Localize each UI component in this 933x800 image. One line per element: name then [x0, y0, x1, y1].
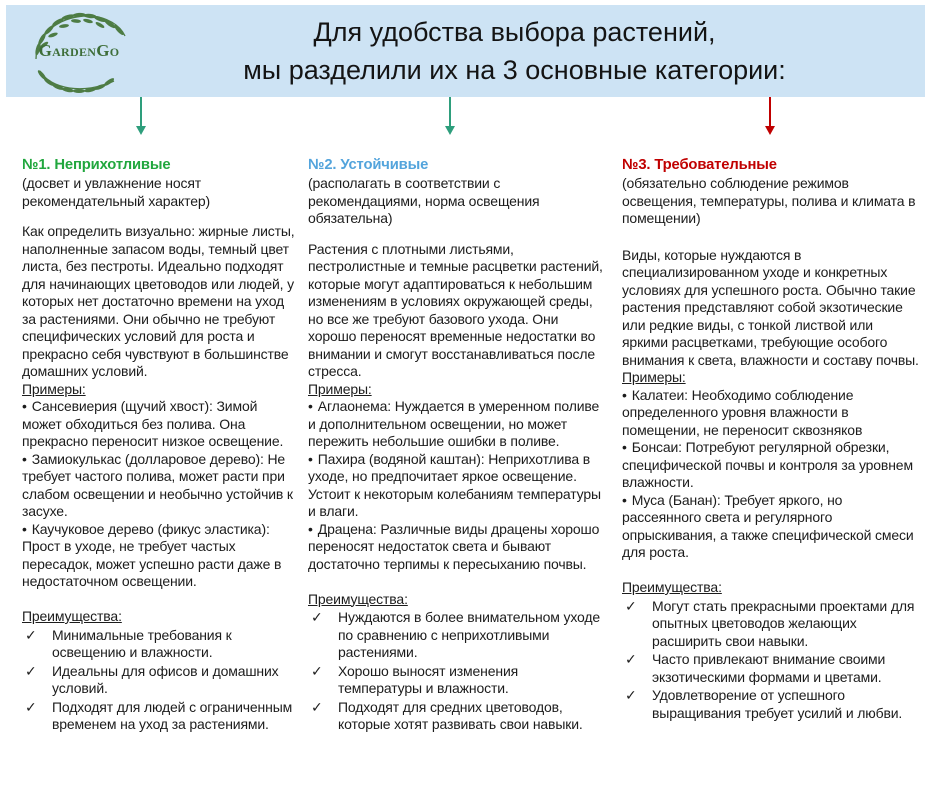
advantage-item	[622, 598, 921, 651]
advantage-item	[22, 627, 299, 662]
advantage-text: Хорошо выносят изменения температуры и влажности.	[338, 662, 519, 696]
example-item	[622, 439, 921, 492]
bullet-icon: •	[622, 439, 627, 455]
example-text: Замиокулькас (долларовое дерево): Не требует частого полива, может расти при слабом освещении и необычно устойчив к засухе.	[22, 450, 293, 519]
example-text: Бонсаи: Потребуют регулярной обрезки, специфической почвы и контроля за уровнем влажности.	[622, 439, 913, 490]
advantage-item	[622, 651, 921, 686]
check-icon: ✓	[625, 597, 637, 614]
logo-wordmark: GardenGo	[38, 41, 120, 60]
example-item	[308, 398, 603, 451]
example-item	[308, 451, 603, 521]
category-column-2	[308, 156, 603, 734]
example-text: Сансевиерия (щучий хвост): Зимой может обходиться без полива. Она прекрасно переносит низкое освещение.	[22, 398, 284, 449]
category-subtitle: (досвет и увлажнение носят рекомендательный характер)	[22, 175, 211, 209]
bullet-icon: •	[308, 450, 313, 467]
example-text: Пахира (водяной каштан): Неприхотлива в уходе, но предпочитает яркое освещение. Устоит к некоторым колебаниям температуры и влаги.	[308, 450, 601, 519]
bullet-icon: •	[22, 520, 27, 537]
down-arrow-icon	[136, 97, 146, 135]
check-icon: ✓	[25, 662, 37, 679]
down-arrow-icon	[765, 97, 775, 135]
advantage-text: Часто привлекают внимание своими экзотическими формами и цветами.	[652, 651, 886, 685]
category-heading: №1. Неприхотливые	[22, 157, 171, 173]
arrow-stem	[449, 97, 451, 127]
check-icon: ✓	[25, 698, 37, 715]
advantage-text: Минимальные требования к освещению и влажности.	[52, 626, 232, 660]
example-text: Драцена: Различные виды драцены хорошо переносят недостаток света и бывают достаточно терпимы к пересыханию почвы.	[308, 520, 600, 572]
example-text: Каучуковое дерево (фикус эластика): Прост в уходе, не требует частых пересадок, может успешно расти даже в недостаточном освещении.	[22, 520, 282, 589]
examples-label: Примеры:	[308, 380, 372, 397]
example-item	[22, 451, 299, 521]
check-icon: ✓	[311, 662, 323, 679]
arrow-head	[136, 126, 146, 135]
advantage-item	[308, 609, 603, 662]
down-arrow-icon	[445, 97, 455, 135]
check-icon: ✓	[625, 651, 637, 667]
bullet-icon: •	[622, 491, 627, 508]
advantage-item	[622, 687, 921, 722]
check-icon: ✓	[25, 626, 37, 643]
advantages-label: Преимущества:	[22, 608, 122, 624]
header-band	[6, 5, 925, 97]
advantage-text: Могут стать прекрасными проектами для опытных цветоводов желающих расширить свои навыки.	[652, 597, 915, 649]
example-item	[622, 492, 921, 562]
category-description: Виды, которые нуждаются в специализированном уходе и конкретных условиях для успешного роста. Обычно такие растения представляют собой экзотические или редкие виды, с тонкой листвой или яркими расцветками, требующие особого внимания к света, влажности и составу почвы.	[622, 246, 919, 368]
gardengo-logo	[24, 9, 134, 95]
example-item	[22, 398, 299, 451]
advantage-item	[22, 699, 299, 734]
check-icon: ✓	[311, 698, 323, 715]
category-description: Как определить визуально: жирные листы, наполненные запасом воды, темный цвет листа, без пестроты. Идеально подходят для начинающих цветоводов или людей, у которых нет достаточно времени на уход за растениями. Они обычно не требуют специфических условий для роста и прекрасно себя чувствуют в большинстве домашних условий.	[22, 223, 295, 379]
arrow-stem	[140, 97, 142, 127]
example-text: Муса (Банан): Требует яркого, но рассеянного света и регулярного опрыскивания, а также специфической смеси для роста.	[622, 491, 914, 560]
page-title-line1: Для удобства выбора растений,	[313, 17, 716, 47]
bullet-icon: •	[308, 520, 313, 537]
advantages-label: Преимущества:	[622, 579, 722, 595]
example-item	[308, 521, 603, 574]
example-text: Аглаонема: Нуждается в умеренном поливе и дополнительном освещении, но может пережить небольшие ошибки в поливе.	[308, 398, 600, 449]
category-description: Растения с плотными листьями, пестролистные и темные расцветки растений, которые могут адаптироваться к небольшим изменениям в условиях окружающей среды, но все же требуют базового ухода. Они хорошо переносят временные недостатки во внимании и смогут восстанавливаться после стресса.	[308, 240, 603, 379]
check-icon: ✓	[625, 687, 637, 703]
bullet-icon: •	[22, 398, 27, 414]
page-title	[134, 13, 895, 89]
advantages-label: Преимущества:	[308, 590, 408, 607]
example-item	[622, 387, 921, 440]
advantage-item	[308, 699, 603, 734]
example-text: Калатеи: Необходимо соблюдение определенного уровня влажности в помещении, не переносит сквозняков	[622, 386, 863, 438]
advantage-text: Удовлетворение от успешного выращивания требует усилий и любви.	[652, 687, 903, 721]
category-heading: №2. Устойчивые	[308, 157, 429, 173]
advantage-text: Идеальны для офисов и домашних условий.	[52, 662, 279, 696]
examples-label: Примеры:	[622, 369, 686, 385]
check-icon: ✓	[311, 609, 323, 625]
category-column-3	[622, 156, 921, 722]
arrow-stem	[769, 97, 771, 127]
category-column-1	[22, 156, 299, 734]
bullet-icon: •	[622, 386, 627, 403]
category-subtitle: (обязательно соблюдение режимов освещения, температуры, полива и климата в помещении)	[622, 175, 916, 226]
advantage-item	[308, 663, 603, 698]
bullet-icon: •	[308, 398, 313, 414]
advantage-item	[22, 663, 299, 698]
example-item	[22, 521, 299, 591]
examples-label: Примеры:	[22, 380, 86, 397]
arrow-head	[445, 126, 455, 135]
arrow-head	[765, 126, 775, 135]
category-heading: №3. Требовательные	[622, 157, 777, 173]
advantage-text: Подходят для людей с ограниченным временем на уход за растениями.	[52, 698, 293, 732]
category-subtitle: (располагать в соответствии с рекомендациями, норма освещения обязательна)	[308, 175, 540, 226]
advantage-text: Подходят для средних цветоводов, которые хотят развивать свои навыки.	[338, 698, 583, 732]
advantage-text: Нуждаются в более внимательном уходе по сравнению с неприхотливыми растениями.	[338, 609, 601, 660]
page-title-line2: мы разделили их на 3 основные категории:	[243, 55, 786, 85]
bullet-icon: •	[22, 450, 27, 467]
